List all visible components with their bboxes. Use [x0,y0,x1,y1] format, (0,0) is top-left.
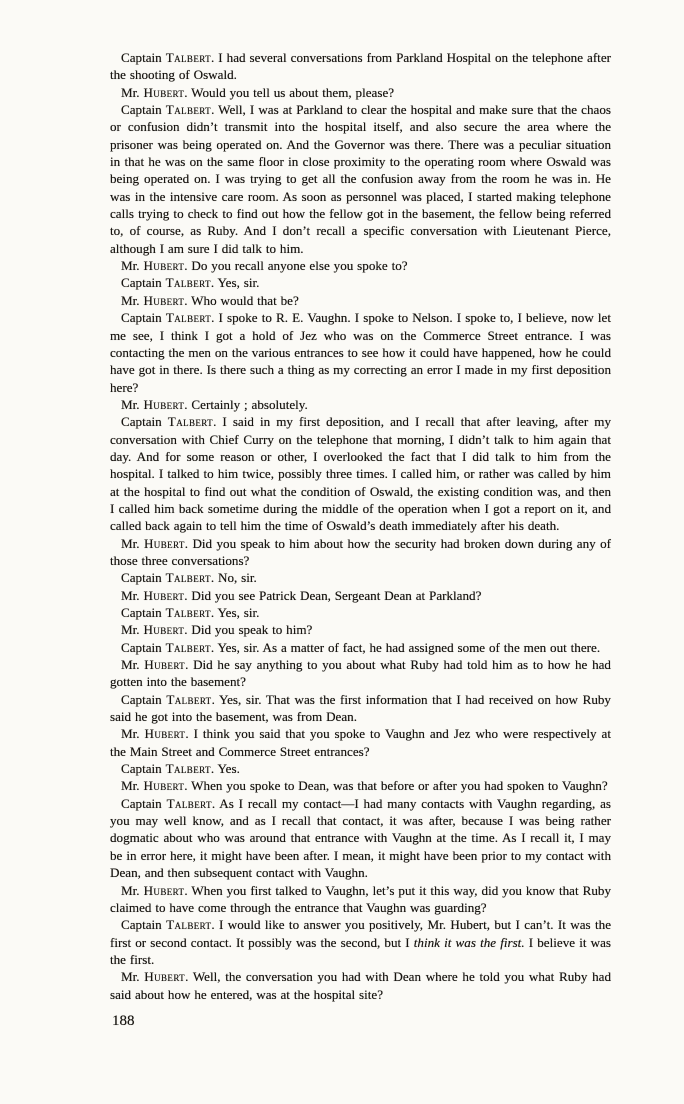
transcript-paragraph [110,84,611,101]
speaker-name: Hubert [143,778,185,794]
transcript-paragraph [110,587,611,604]
speech-text: . Did you speak to him about how the security had broken down during any of those three conversations? [110,535,611,568]
emphasized-text: think it was the first. [413,934,525,950]
transcript-paragraph [110,257,611,274]
transcript-paragraph [110,49,611,84]
speech-text: . Yes, sir. [210,275,260,291]
speaker-name: Hubert [143,622,185,638]
speaker-name: Talbert [165,50,211,65]
speaker-name: Hubert [144,726,186,742]
speaker-prefix: Mr. [121,258,144,274]
speaker-name: Hubert [143,84,185,100]
transcript-paragraph [110,639,611,656]
speaker-name: Hubert [143,292,185,308]
speaker-name: Talbert [166,691,212,707]
speaker-name: Hubert [143,535,185,551]
page-number: 188 [112,1013,135,1029]
speaker-name: Hubert [143,882,185,898]
speaker-prefix: Captain [121,570,166,586]
speaker-name: Talbert [165,570,211,586]
speaker-name: Talbert [165,761,211,777]
speaker-name: Hubert [144,969,186,985]
transcript-paragraph [110,604,611,621]
transcript-paragraph [110,396,611,413]
speech-text: . Well, the conversation you had with Dean where he told you what Ruby had said about how he entered, was at the hospital site? [110,969,611,1002]
speaker-name: Talbert [165,275,211,291]
transcript-paragraph [110,777,611,794]
speaker-prefix: Mr. [121,726,145,742]
speech-text: . I said in my first deposition, and I recall that after leaving, after my conversation with Chief Curry on the telephone that morning, I didn’t talk to him again that day. And for some reason or other, I overlooked the fact that I did talk to him from the hospital. I talked to him twice, possibly three times. I called him, or rather was called by him at the hospital to find out what the condition of Oswald, the existing condition was, and then I called him back sometime during the middle of the operation when I got a report on it, and called back again to tell him the time of Oswald’s death immediately after his death. [110,414,611,534]
speaker-name: Talbert [165,605,211,620]
speaker-prefix: Captain [121,691,167,707]
speaker-prefix: Captain [121,761,166,777]
speech-text: . Did you see Patrick Dean, Sergeant Dean at Parkland? [184,587,482,603]
speaker-prefix: Captain [121,917,167,933]
speech-text: . Did you speak to him? [184,622,313,638]
speaker-prefix: Captain [121,605,166,620]
speaker-name: Hubert [143,258,185,274]
speaker-prefix: Mr. [121,969,145,985]
transcript-paragraph [110,101,611,257]
speaker-name: Talbert [165,639,211,655]
speech-text: . Yes. [210,761,240,777]
transcript-paragraph [110,309,611,396]
speaker-prefix: Mr. [121,587,144,603]
speech-text: . Yes, sir. As a matter of fact, he had assigned some of the men out there. [210,639,601,655]
speech-text: . Yes, sir. That was the first information that I had received on how Ruby said he got into the basement, was from Dean. [110,691,611,725]
speaker-prefix: Mr. [121,778,144,794]
speaker-name: Hubert [143,587,185,603]
speaker-prefix: Captain [121,639,166,655]
speech-text: . Certainly ; absolutely. [184,396,308,412]
speech-text: . I would like to answer you positively, Mr. Hubert, but I can’t. It was the first or second contact. It possibly was the second, but I [110,917,612,950]
transcript-paragraph [110,413,611,534]
speech-text: . I think you said that you spoke to Vaughn and Jez who were respectively at the Main Street and Commerce Street entrances? [110,726,611,759]
speaker-prefix: Mr. [121,535,144,551]
speech-text-after: I believe it was the first. [110,934,611,967]
speaker-name: Hubert [144,657,186,673]
transcript-paragraph [110,691,611,726]
transcript-paragraph [110,968,611,1003]
speech-text: . When you first talked to Vaughn, let’s put it this way, did you know that Ruby claimed to have come through the entrance that Vaughn was guarding? [110,882,612,915]
transcript-paragraph [110,621,611,638]
speaker-prefix: Captain [121,102,166,118]
speech-text: . As I recall my contact—I had many contacts with Vaughn regarding, as you may well know, and as I recall that contact, it was after, because I was being rather dogmatic about who was around that entrance with Vaughn at the time. As I recall it, I may be in error here, it might have been after. I mean, it might have been prior to my contact with Dean, and then subsequent contact with Vaughn. [110,795,611,881]
speech-text: . Yes, sir. [210,605,260,620]
speaker-name: Talbert [167,414,214,430]
speaker-prefix: Mr. [121,396,144,412]
transcript-paragraph [110,916,611,968]
speech-text: . Who would that be? [184,292,299,308]
transcript-paragraph [110,725,611,760]
speaker-name: Talbert [166,917,212,933]
speaker-prefix: Captain [121,414,168,430]
speaker-prefix: Mr. [121,292,144,308]
speech-text: . Well, I was at Parkland to clear the hospital and make sure that the chaos or confusion didn’t transmit into the hospital itself, and also secure the area where the prisoner was being operated on. And the Governor was there. There was a peculiar situation in that he was on the same floor in close proximity to the operating room where Oswald was being operated on. I was trying to get all the confusion away from the room he was in. He was in the intensive care room. As soon as personnel was placed, I started making telephone calls trying to check to find out how the fellow got in the basement, the fellow being referred to, of course, as Ruby. And I don’t recall a specific conversation with Lieutenant Pierce, although I am sure I did talk to him. [110,102,611,256]
speech-text: . Did he say anything to you about what Ruby had told him as to how he had gotten into the basement? [110,657,611,690]
speaker-prefix: Mr. [121,622,144,638]
speaker-prefix: Captain [121,795,167,811]
transcript-paragraph [110,656,611,691]
speech-text: . No, sir. [210,570,257,586]
speech-text: . I had several conversations from Parkland Hospital on the telephone after the shooting of Oswald. [110,50,611,83]
speech-text: . I spoke to R. E. Vaughn. I spoke to Nelson. I spoke to, I believe, now let me see, I think I got a hold of Jez who was on the Commerce Street entrance. I was contacting the men on the various entrances to see how it could have happened, how he could have got in there. Is there such a thing as my correcting an error I made in my first deposition here? [110,310,612,395]
transcript-paragraph [110,569,611,586]
speaker-prefix: Mr. [121,657,145,673]
transcript-paragraph [110,882,611,917]
transcript-text-column [110,49,611,1003]
speech-text: . When you spoke to Dean, was that before or after you had spoken to Vaughn? [184,778,608,794]
speaker-name: Talbert [165,310,212,326]
transcript-paragraph [110,760,611,777]
speaker-prefix: Mr. [121,84,144,100]
speaker-name: Talbert [166,795,212,811]
speaker-name: Talbert [165,102,212,118]
speaker-name: Hubert [143,396,185,412]
transcript-paragraph [110,535,611,570]
speaker-prefix: Captain [121,275,166,291]
speaker-prefix: Captain [121,50,166,65]
transcript-paragraph [110,795,611,882]
transcript-paragraph [110,292,611,309]
speech-text: . Do you recall anyone else you spoke to? [184,258,408,274]
speaker-prefix: Captain [121,310,166,326]
transcript-paragraph [110,274,611,291]
speech-text: . Would you tell us about them, please? [184,84,395,100]
speaker-prefix: Mr. [121,882,144,898]
